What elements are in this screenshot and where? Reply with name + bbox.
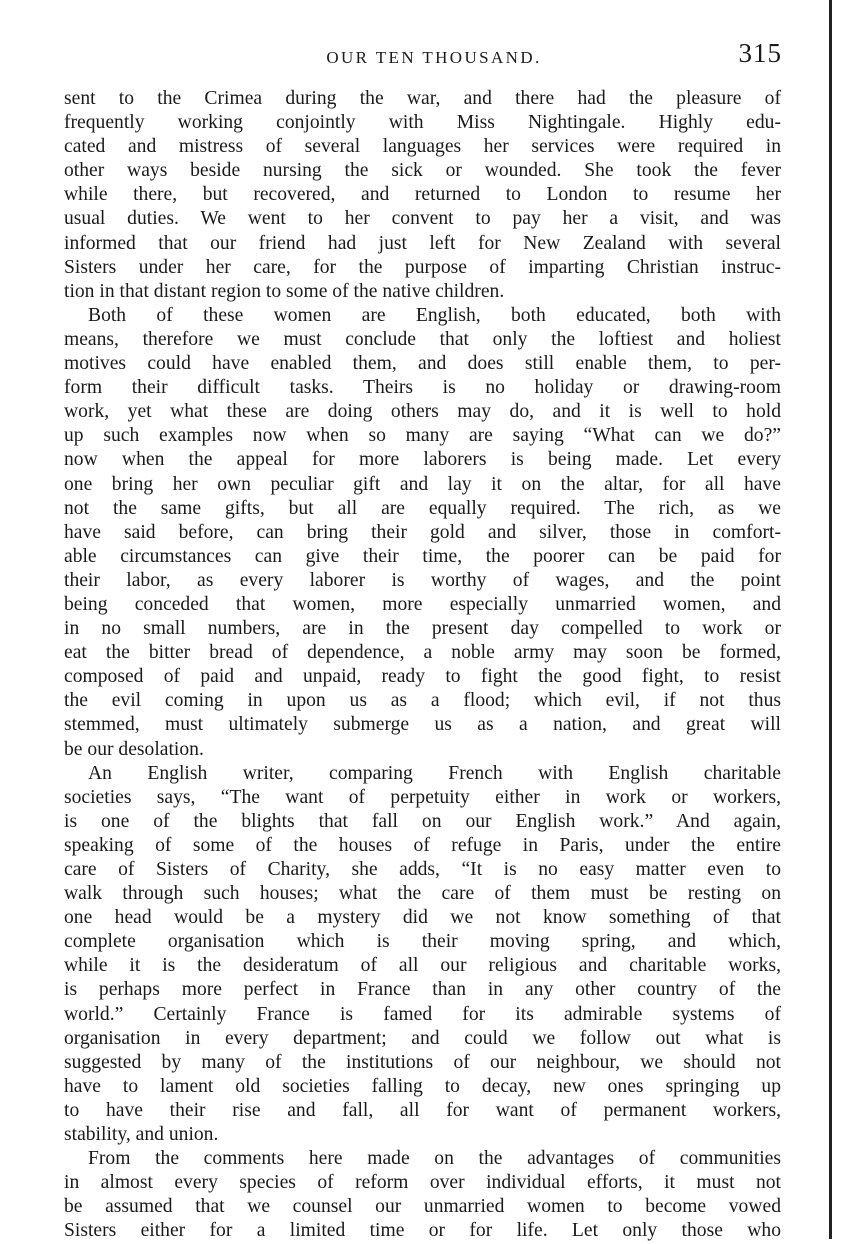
text-line: An English writer, comparing French with English charitable xyxy=(88,762,781,784)
text-line: to have their rise and fall, all for want of permanent workers, xyxy=(64,1099,781,1121)
text-line: is one of the blights that fall on our English work.” And again, xyxy=(64,810,781,832)
text-line: motives could have enabled them, and does still enable them, to per- xyxy=(64,353,781,375)
text-line: eat the bitter bread of dependence, a noble army may soon be formed, xyxy=(64,642,781,664)
text-line: Sisters under her care, for the purpose of imparting Christian instruc- xyxy=(64,256,781,278)
text-line: cated and mistress of several languages her services were required in xyxy=(64,136,781,158)
text-line: walk through such houses; what the care of them must be resting on xyxy=(64,883,781,905)
text-line: world.” Certainly France is famed for its admirable systems of xyxy=(64,1003,781,1025)
text-line: societies says, “The want of perpetuity either in work or workers, xyxy=(64,786,781,808)
text-line: other ways beside nursing the sick or wounded. She took the fever xyxy=(64,160,781,182)
text-line: stability, and union. xyxy=(64,1124,219,1146)
text-line: be our desolation. xyxy=(64,738,204,760)
text-line: their labor, as every laborer is worthy of wages, and the point xyxy=(64,569,781,591)
text-line: one head would be a mystery did we not know something of that xyxy=(64,907,781,929)
text-line: usual duties. We went to her convent to pay her a visit, and was xyxy=(64,208,781,230)
text-line: is perhaps more perfect in France than in any other country of the xyxy=(64,979,781,1001)
text-line: organisation in every department; and could we follow out what is xyxy=(64,1027,781,1049)
text-line: suggested by many of the institutions of our neighbour, we should not xyxy=(64,1051,781,1073)
text-line: care of Sisters of Charity, she adds, “It is no easy matter even to xyxy=(64,859,781,880)
text-line: up such examples now when so many are saying “What can we do?” xyxy=(64,425,781,447)
text-line: able circumstances can give their time, the poorer can be paid for xyxy=(64,545,781,567)
text-line: work, yet what these are doing others may do, and it is well to hold xyxy=(64,401,781,423)
text-line: Both of these women are English, both educated, both with xyxy=(88,304,781,326)
body-text xyxy=(64,87,781,1244)
text-line: in no small numbers, are in the present day compelled to work or xyxy=(64,618,781,640)
text-line: in almost every species of reform over individual efforts, it must not xyxy=(64,1172,781,1194)
text-line: From the comments here made on the advantages of communities xyxy=(88,1148,781,1170)
text-line: have said before, can bring their gold and silver, those in comfort- xyxy=(64,521,781,543)
text-line: while there, but recovered, and returned to London to resume her xyxy=(64,184,781,206)
text-line: the evil coming in upon us as a flood; which evil, if not thus xyxy=(64,690,781,712)
page-header xyxy=(64,38,784,78)
text-line: means, therefore we must conclude that only the loftiest and holiest xyxy=(64,328,781,350)
text-line: now when the appeal for more laborers is being made. Let every xyxy=(64,449,781,471)
running-title: OUR TEN THOUSAND. xyxy=(326,48,542,67)
page-edge-rule xyxy=(829,0,832,1239)
text-line: one bring her own peculiar gift and lay it on the altar, for all have xyxy=(64,473,781,495)
text-line: frequently working conjointly with Miss Nightingale. Highly edu- xyxy=(64,112,781,134)
text-line: informed that our friend had just left for New Zealand with several xyxy=(64,232,781,254)
page-number: 315 xyxy=(738,38,782,68)
text-line: tion in that distant region to some of the native children. xyxy=(64,280,505,302)
text-line: be assumed that we counsel our unmarried women to become vowed xyxy=(64,1196,781,1218)
text-line: sent to the Crimea during the war, and there had the pleasure of xyxy=(64,88,781,109)
text-line: form their difficult tasks. Theirs is no holiday or drawing-room xyxy=(64,377,781,399)
text-line: being conceded that women, more especially unmarried women, and xyxy=(64,593,781,615)
text-line: speaking of some of the houses of refuge in Paris, under the entire xyxy=(64,834,781,856)
text-line: composed of paid and unpaid, ready to fight the good fight, to resist xyxy=(64,666,781,688)
text-line: have to lament old societies falling to decay, new ones springing up xyxy=(64,1075,781,1097)
text-line: complete organisation which is their moving spring, and which, xyxy=(64,931,781,953)
text-line: Sisters either for a limited time or for life. Let only those who xyxy=(64,1220,781,1242)
text-line: not the same gifts, but all are equally required. The rich, as we xyxy=(64,497,781,519)
text-line: while it is the desideratum of all our religious and charitable works, xyxy=(64,955,781,977)
text-line: stemmed, must ultimately submerge us as a nation, and great will xyxy=(64,714,781,736)
